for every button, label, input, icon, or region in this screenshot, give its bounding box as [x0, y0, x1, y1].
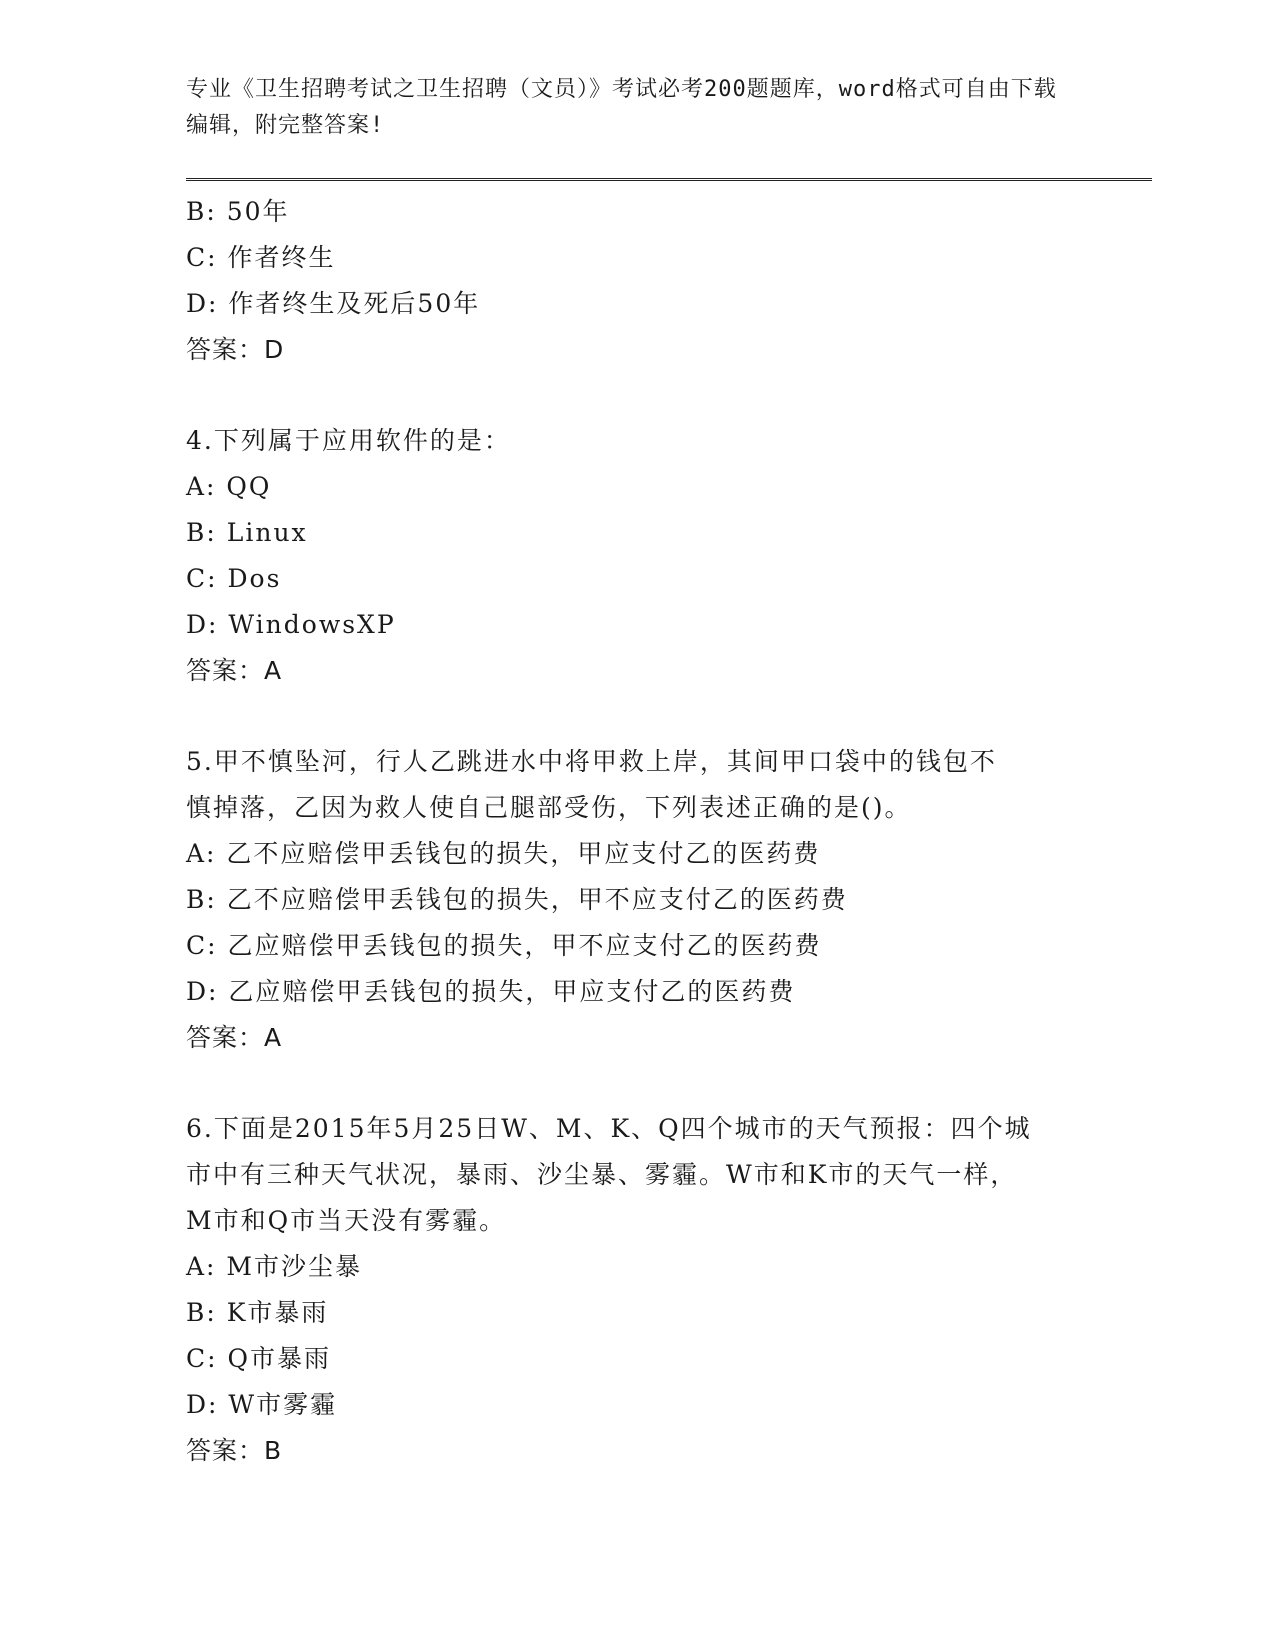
question-stem-line-1: 5.甲不慎坠河，行人乙跳进水中将甲救上岸，其间甲口袋中的钱包不 [186, 747, 997, 776]
option-c: C: 作者终生 [186, 243, 336, 272]
question-stem-line-2: 慎掉落，乙因为救人使自己腿部受伤，下列表述正确的是()。 [186, 793, 912, 822]
question-stem: 4.下列属于应用软件的是： [186, 426, 511, 455]
question-list [186, 189, 1086, 1474]
option-a: A: M市沙尘暴 [186, 1252, 363, 1281]
option-b: B: K市暴雨 [186, 1298, 329, 1327]
header-divider [186, 178, 1152, 181]
option-c: C: Dos [186, 564, 282, 593]
option-b: B: 50年 [186, 197, 290, 226]
option-a: A: QQ [186, 472, 272, 501]
spacer [186, 694, 1086, 739]
answer: 答案：A [186, 1023, 283, 1052]
answer: 答案：A [186, 656, 283, 685]
question-3-tail [186, 189, 1086, 373]
question-4 [186, 418, 1086, 694]
question-5 [186, 739, 1086, 1061]
option-d: D: WindowsXP [186, 610, 396, 639]
option-b: B: Linux [186, 518, 308, 547]
spacer [186, 1061, 1086, 1106]
option-d: D: 作者终生及死后50年 [186, 289, 481, 318]
question-stem-line-2: 市中有三种天气状况，暴雨、沙尘暴、雾霾。W市和K市的天气一样， [186, 1160, 1018, 1189]
option-d: D: 乙应赔偿甲丢钱包的损失，甲应支付乙的医药费 [186, 977, 796, 1006]
spacer [186, 373, 1086, 418]
option-c: C: 乙应赔偿甲丢钱包的损失，甲不应支付乙的医药费 [186, 931, 822, 960]
option-c: C: Q市暴雨 [186, 1344, 331, 1373]
option-a: A: 乙不应赔偿甲丢钱包的损失，甲应支付乙的医药费 [186, 839, 821, 868]
page-header: 专业《卫生招聘考试之卫生招聘（文员）》考试必考200题题库，word格式可自由下载编辑，附完整答案! [186, 77, 1057, 138]
question-stem-line-3: M市和Q市当天没有雾霾。 [186, 1206, 507, 1235]
option-d: D: W市雾霾 [186, 1390, 338, 1419]
answer: 答案：B [186, 1436, 283, 1465]
question-6 [186, 1106, 1086, 1474]
answer: 答案：D [186, 335, 285, 364]
question-stem-line-1: 6.下面是2015年5月25日W、M、K、Q四个城市的天气预报：四个城 [186, 1114, 1032, 1143]
option-b: B: 乙不应赔偿甲丢钱包的损失，甲不应支付乙的医药费 [186, 885, 848, 914]
